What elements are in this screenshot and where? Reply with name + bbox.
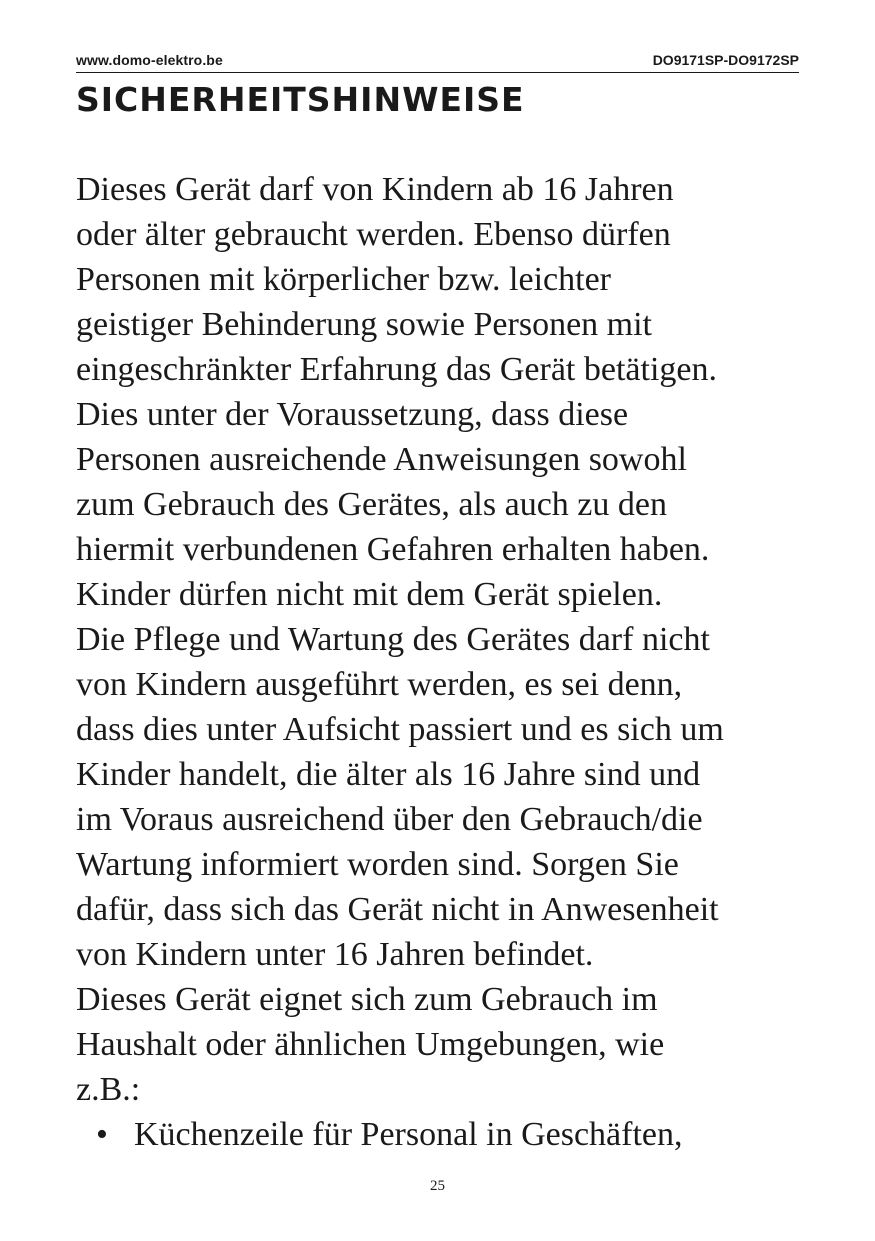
- body-line: im Voraus ausreichend über den Gebrauch/die: [76, 801, 703, 838]
- body-line: Personen ausreichende Anweisungen sowohl: [76, 441, 687, 478]
- section-title: SICHERHEITSHINWEISE: [76, 80, 525, 119]
- body-line: Kinder dürfen nicht mit dem Gerät spielen.: [76, 576, 663, 613]
- body-line: hiermit verbundenen Gefahren erhalten haben.: [76, 531, 710, 568]
- bullet-item: [76, 1112, 806, 1157]
- body-line: geistiger Behinderung sowie Personen mit: [76, 306, 653, 343]
- body-line: dass dies unter Aufsicht passiert und es sich um: [76, 711, 724, 748]
- body-line: Dies unter der Voraussetzung, dass diese: [76, 396, 629, 433]
- body-line: z.B.:: [76, 1071, 141, 1108]
- header-divider: [76, 72, 799, 73]
- body-line: Haushalt oder ähnlichen Umgebungen, wie: [76, 1026, 665, 1063]
- body-line: von Kindern unter 16 Jahren befindet.: [76, 936, 594, 973]
- body-line: Die Pflege und Wartung des Gerätes darf nicht: [76, 621, 710, 658]
- body-line: Kinder handelt, die älter als 16 Jahre sind und: [76, 756, 701, 793]
- page-number: 25: [430, 1178, 445, 1194]
- body-line: oder älter gebraucht werden. Ebenso dürfen: [76, 216, 671, 253]
- body-line: Dieses Gerät eignet sich zum Gebrauch im: [76, 981, 658, 1018]
- body-line: zum Gebrauch des Gerätes, als auch zu den: [76, 486, 667, 523]
- body-line: eingeschränkter Erfahrung das Gerät betätigen.: [76, 351, 717, 388]
- body-line: Wartung informiert worden sind. Sorgen Sie: [76, 846, 679, 883]
- bullet-marker: •: [96, 1116, 108, 1153]
- body-text: [76, 167, 806, 1157]
- bullet-text: Küchenzeile für Personal in Geschäften,: [134, 1116, 683, 1153]
- body-line: von Kindern ausgeführt werden, es sei denn,: [76, 666, 683, 703]
- body-line: Dieses Gerät darf von Kindern ab 16 Jahren: [76, 171, 674, 208]
- body-line: dafür, dass sich das Gerät nicht in Anwesenheit: [76, 891, 719, 928]
- body-line: Personen mit körperlicher bzw. leichter: [76, 261, 611, 298]
- website-url: www.domo-elektro.be: [76, 52, 223, 68]
- model-number: DO9171SP-DO9172SP: [652, 52, 799, 68]
